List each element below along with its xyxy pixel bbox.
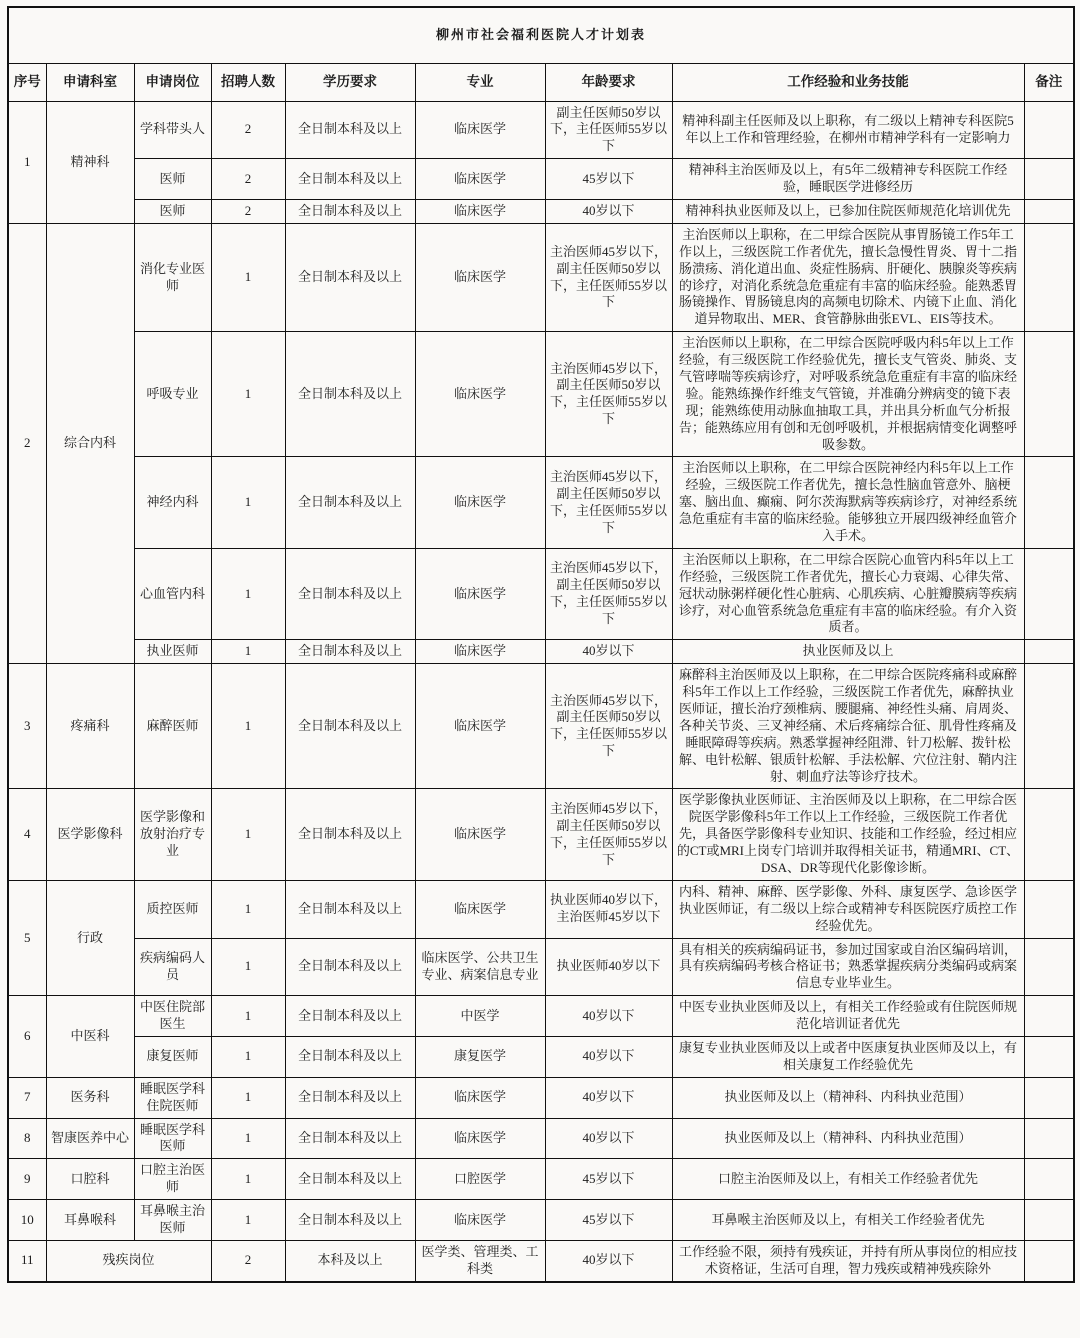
age-requirement-cell: 副主任医师50岁以下，主任医师55岁以下 bbox=[545, 101, 672, 159]
recruit-count-cell: 1 bbox=[211, 548, 285, 639]
education-cell: 全日制本科及以上 bbox=[285, 1159, 415, 1200]
note-cell bbox=[1024, 880, 1074, 938]
age-requirement-cell: 45岁以下 bbox=[545, 1159, 672, 1200]
experience-cell: 中医专业执业医师及以上，有相关工作经验或有住院医师规范化培训证者优先 bbox=[672, 996, 1024, 1037]
position-cell: 呼吸专业 bbox=[134, 332, 211, 457]
age-requirement-cell: 主治医师45岁以下，副主任医师50岁以下，主任医师55岁以下 bbox=[545, 548, 672, 639]
department-cell: 中医科 bbox=[46, 996, 134, 1078]
col-header-edu: 学历要求 bbox=[285, 63, 415, 101]
col-header-dept: 申请科室 bbox=[46, 63, 134, 101]
position-cell: 睡眠医学科医师 bbox=[134, 1118, 211, 1159]
note-cell bbox=[1024, 1159, 1074, 1200]
department-cell: 精神科 bbox=[46, 101, 134, 223]
col-header-exp: 工作经验和业务技能 bbox=[672, 63, 1024, 101]
experience-cell: 具有相关的疾病编码证书，参加过国家或自治区编码培训，具有疾病编码考核合格证书；熟悉掌握疾病分类编码或病案信息专业毕业生。 bbox=[672, 938, 1024, 996]
serial-number-cell: 8 bbox=[8, 1118, 46, 1159]
header-row bbox=[8, 63, 1074, 101]
age-requirement-cell: 45岁以下 bbox=[545, 1200, 672, 1241]
experience-cell: 康复专业执业医师及以上或者中医康复执业医师及以上，有相关康复工作经验优先 bbox=[672, 1037, 1024, 1078]
table-row bbox=[8, 789, 1074, 880]
recruit-count-cell: 2 bbox=[211, 159, 285, 200]
experience-cell: 主治医师以上职称，在二甲综合医院心血管内科5年以上工作经验，三级医院工作者优先，擅长心力衰竭、心律失常、冠状动脉粥样硬化性心脏病、心肌疾病、心脏瓣膜病等疾病诊疗，对心血管系统急危重症有丰富的临床经验。有介入资质者。 bbox=[672, 548, 1024, 639]
age-requirement-cell: 40岁以下 bbox=[545, 1240, 672, 1281]
education-cell: 全日制本科及以上 bbox=[285, 640, 415, 664]
table-row bbox=[8, 1077, 1074, 1118]
major-cell: 医学类、管理类、工科类 bbox=[415, 1240, 545, 1281]
education-cell: 本科及以上 bbox=[285, 1240, 415, 1281]
recruit-count-cell: 1 bbox=[211, 1077, 285, 1118]
table-row bbox=[8, 223, 1074, 331]
note-cell bbox=[1024, 1037, 1074, 1078]
recruit-count-cell: 2 bbox=[211, 199, 285, 223]
serial-number-cell: 10 bbox=[8, 1200, 46, 1241]
education-cell: 全日制本科及以上 bbox=[285, 223, 415, 331]
education-cell: 全日制本科及以上 bbox=[285, 1200, 415, 1241]
table-row bbox=[8, 664, 1074, 789]
col-header-count: 招聘人数 bbox=[211, 63, 285, 101]
experience-cell: 主治医师以上职称，在二甲综合医院呼吸内科5年以上工作经验，有三级医院工作经验优先，擅长支气管炎、肺炎、支气管哮喘等疾病诊疗，对呼吸系统急危重症有丰富的临床经验。能熟练操作纤维支气管镜，并准确分辨病变的镜下表现；能熟练使用动脉血抽取工具，并出具分析血气分析报告；能熟练应用有创和无创呼吸机，并根据病情变化调整呼吸参数。 bbox=[672, 332, 1024, 457]
education-cell: 全日制本科及以上 bbox=[285, 1037, 415, 1078]
age-requirement-cell: 主治医师45岁以下，副主任医师50岁以下，主任医师55岁以下 bbox=[545, 457, 672, 548]
major-cell: 临床医学 bbox=[415, 199, 545, 223]
experience-cell: 精神科执业医师及以上，已参加住院医师规范化培训优先 bbox=[672, 199, 1024, 223]
major-cell: 临床医学 bbox=[415, 548, 545, 639]
major-cell: 临床医学 bbox=[415, 1200, 545, 1241]
table-row bbox=[8, 159, 1074, 200]
serial-number-cell: 11 bbox=[8, 1240, 46, 1281]
note-cell bbox=[1024, 1200, 1074, 1241]
note-cell bbox=[1024, 938, 1074, 996]
serial-number-cell: 9 bbox=[8, 1159, 46, 1200]
age-requirement-cell: 40岁以下 bbox=[545, 199, 672, 223]
page-title: 柳州市社会福利医院人才计划表 bbox=[8, 7, 1074, 63]
recruit-count-cell: 2 bbox=[211, 1240, 285, 1281]
col-header-age: 年龄要求 bbox=[545, 63, 672, 101]
recruit-count-cell: 1 bbox=[211, 1200, 285, 1241]
recruit-count-cell: 1 bbox=[211, 938, 285, 996]
note-cell bbox=[1024, 996, 1074, 1037]
department-cell: 口腔科 bbox=[46, 1159, 134, 1200]
age-requirement-cell: 主治医师45岁以下，副主任医师50岁以下，主任医师55岁以下 bbox=[545, 223, 672, 331]
department-cell: 综合内科 bbox=[46, 223, 134, 663]
department-cell: 行政 bbox=[46, 880, 134, 995]
position-cell: 神经内科 bbox=[134, 457, 211, 548]
table-row bbox=[8, 332, 1074, 457]
education-cell: 全日制本科及以上 bbox=[285, 332, 415, 457]
major-cell: 临床医学 bbox=[415, 640, 545, 664]
recruit-count-cell: 1 bbox=[211, 1118, 285, 1159]
table-row bbox=[8, 1159, 1074, 1200]
experience-cell: 口腔主治医师及以上，有相关工作经验者优先 bbox=[672, 1159, 1024, 1200]
recruit-count-cell: 1 bbox=[211, 332, 285, 457]
serial-number-cell: 4 bbox=[8, 789, 46, 880]
education-cell: 全日制本科及以上 bbox=[285, 789, 415, 880]
position-cell: 口腔主治医师 bbox=[134, 1159, 211, 1200]
recruit-count-cell: 1 bbox=[211, 996, 285, 1037]
education-cell: 全日制本科及以上 bbox=[285, 159, 415, 200]
major-cell: 临床医学 bbox=[415, 880, 545, 938]
major-cell: 中医学 bbox=[415, 996, 545, 1037]
recruit-count-cell: 1 bbox=[211, 640, 285, 664]
recruit-count-cell: 1 bbox=[211, 1037, 285, 1078]
position-cell: 耳鼻喉主治医师 bbox=[134, 1200, 211, 1241]
recruit-count-cell: 1 bbox=[211, 457, 285, 548]
table-row bbox=[8, 1240, 1074, 1281]
experience-cell: 精神科副主任医师及以上职称，有二级以上精神专科医院5年以上工作和管理经验，在柳州市精神学科有一定影响力 bbox=[672, 101, 1024, 159]
recruit-count-cell: 1 bbox=[211, 880, 285, 938]
major-cell: 临床医学 bbox=[415, 1118, 545, 1159]
col-header-post: 申请岗位 bbox=[134, 63, 211, 101]
major-cell: 临床医学 bbox=[415, 159, 545, 200]
note-cell bbox=[1024, 199, 1074, 223]
education-cell: 全日制本科及以上 bbox=[285, 1118, 415, 1159]
department-cell: 智康医养中心 bbox=[46, 1118, 134, 1159]
major-cell: 临床医学 bbox=[415, 332, 545, 457]
table-row bbox=[8, 457, 1074, 548]
major-cell: 临床医学、公共卫生专业、病案信息专业 bbox=[415, 938, 545, 996]
note-cell bbox=[1024, 223, 1074, 331]
age-requirement-cell: 40岁以下 bbox=[545, 996, 672, 1037]
table-row bbox=[8, 199, 1074, 223]
department-cell: 医学影像科 bbox=[46, 789, 134, 880]
major-cell: 康复医学 bbox=[415, 1037, 545, 1078]
title-row bbox=[8, 7, 1074, 63]
experience-cell: 麻醉科主治医师及以上职称，在二甲综合医院疼痛科或麻醉科5年工作以上工作经验，三级医院工作者优先，麻醉执业医师证，擅长治疗颈椎病、腰腿痛、神经性头痛、肩周炎、各种关节炎、三叉神经痛、术后疼痛综合征、肌骨性疼痛及睡眠障碍等疾病。熟悉掌握神经阻滞、针刀松解、拨针松解、电针松解、银质针松解、手法松解、穴位注射、鞘内注射、刺血疗法等诊疗技术。 bbox=[672, 664, 1024, 789]
recruit-count-cell: 1 bbox=[211, 664, 285, 789]
education-cell: 全日制本科及以上 bbox=[285, 664, 415, 789]
position-cell: 心血管内科 bbox=[134, 548, 211, 639]
table-row bbox=[8, 880, 1074, 938]
note-cell bbox=[1024, 1118, 1074, 1159]
education-cell: 全日制本科及以上 bbox=[285, 938, 415, 996]
serial-number-cell: 1 bbox=[8, 101, 46, 223]
recruit-count-cell: 2 bbox=[211, 101, 285, 159]
age-requirement-cell: 40岁以下 bbox=[545, 1037, 672, 1078]
major-cell: 临床医学 bbox=[415, 664, 545, 789]
note-cell bbox=[1024, 332, 1074, 457]
age-requirement-cell: 执业医师40岁以下 bbox=[545, 938, 672, 996]
age-requirement-cell: 40岁以下 bbox=[545, 640, 672, 664]
note-cell bbox=[1024, 640, 1074, 664]
serial-number-cell: 2 bbox=[8, 223, 46, 663]
recruit-count-cell: 1 bbox=[211, 1159, 285, 1200]
major-cell: 临床医学 bbox=[415, 1077, 545, 1118]
department-cell: 疼痛科 bbox=[46, 664, 134, 789]
education-cell: 全日制本科及以上 bbox=[285, 1077, 415, 1118]
position-cell: 疾病编码人员 bbox=[134, 938, 211, 996]
table-body bbox=[8, 7, 1074, 1282]
major-cell: 临床医学 bbox=[415, 223, 545, 331]
col-header-no: 序号 bbox=[8, 63, 46, 101]
position-cell: 医师 bbox=[134, 199, 211, 223]
position-cell: 消化专业医师 bbox=[134, 223, 211, 331]
experience-cell: 耳鼻喉主治医师及以上，有相关工作经验者优先 bbox=[672, 1200, 1024, 1241]
serial-number-cell: 7 bbox=[8, 1077, 46, 1118]
table-row bbox=[8, 996, 1074, 1037]
note-cell bbox=[1024, 1077, 1074, 1118]
major-cell: 口腔医学 bbox=[415, 1159, 545, 1200]
experience-cell: 工作经验不限，须持有残疾证，并持有所从事岗位的相应技术资格证，生活可自理，智力残疾或精神残疾除外 bbox=[672, 1240, 1024, 1281]
age-requirement-cell: 执业医师40岁以下，主治医师45岁以下 bbox=[545, 880, 672, 938]
position-cell: 执业医师 bbox=[134, 640, 211, 664]
note-cell bbox=[1024, 101, 1074, 159]
serial-number-cell: 5 bbox=[8, 880, 46, 995]
note-cell bbox=[1024, 1240, 1074, 1281]
department-cell: 耳鼻喉科 bbox=[46, 1200, 134, 1241]
col-header-note: 备注 bbox=[1024, 63, 1074, 101]
table-row bbox=[8, 101, 1074, 159]
experience-cell: 执业医师及以上（精神科、内科执业范围） bbox=[672, 1118, 1024, 1159]
note-cell bbox=[1024, 159, 1074, 200]
table-row bbox=[8, 1118, 1074, 1159]
experience-cell: 内科、精神、麻醉、医学影像、外科、康复医学、急诊医学执业医师证，有二级以上综合或精神专科医院医疗质控工作经验优先。 bbox=[672, 880, 1024, 938]
department-cell: 残疾岗位 bbox=[46, 1240, 211, 1281]
age-requirement-cell: 主治医师45岁以下，副主任医师50岁以下，主任医师55岁以下 bbox=[545, 664, 672, 789]
education-cell: 全日制本科及以上 bbox=[285, 457, 415, 548]
col-header-major: 专业 bbox=[415, 63, 545, 101]
major-cell: 临床医学 bbox=[415, 101, 545, 159]
table-row bbox=[8, 1200, 1074, 1241]
position-cell: 中医住院部医生 bbox=[134, 996, 211, 1037]
serial-number-cell: 6 bbox=[8, 996, 46, 1078]
position-cell: 医学影像和放射治疗专业 bbox=[134, 789, 211, 880]
position-cell: 麻醉医师 bbox=[134, 664, 211, 789]
recruit-count-cell: 1 bbox=[211, 789, 285, 880]
position-cell: 睡眠医学科住院医师 bbox=[134, 1077, 211, 1118]
experience-cell: 主治医师以上职称，在二甲综合医院神经内科5年以上工作经验，三级医院工作者优先，擅长急性脑血管意外、脑梗塞、脑出血、癫痫、阿尔茨海默病等疾病诊疗，对神经系统急危重症有丰富的临床经验。能够独立开展四级神经血管介入手术。 bbox=[672, 457, 1024, 548]
age-requirement-cell: 40岁以下 bbox=[545, 1077, 672, 1118]
position-cell: 学科带头人 bbox=[134, 101, 211, 159]
note-cell bbox=[1024, 789, 1074, 880]
note-cell bbox=[1024, 664, 1074, 789]
education-cell: 全日制本科及以上 bbox=[285, 199, 415, 223]
position-cell: 康复医师 bbox=[134, 1037, 211, 1078]
age-requirement-cell: 主治医师45岁以下，副主任医师50岁以下，主任医师55岁以下 bbox=[545, 332, 672, 457]
age-requirement-cell: 45岁以下 bbox=[545, 159, 672, 200]
education-cell: 全日制本科及以上 bbox=[285, 548, 415, 639]
experience-cell: 执业医师及以上 bbox=[672, 640, 1024, 664]
note-cell bbox=[1024, 548, 1074, 639]
table-row bbox=[8, 548, 1074, 639]
experience-cell: 执业医师及以上（精神科、内科执业范围） bbox=[672, 1077, 1024, 1118]
table-row bbox=[8, 1037, 1074, 1078]
education-cell: 全日制本科及以上 bbox=[285, 101, 415, 159]
note-cell bbox=[1024, 457, 1074, 548]
experience-cell: 主治医师以上职称，在二甲综合医院从事胃肠镜工作5年工作以上，三级医院工作者优先，擅长急慢性胃炎、胃十二指肠溃疡、消化道出血、炎症性肠病、肝硬化、胰腺炎等疾病的诊疗，对消化系统急危重症有丰富的临床经验。能熟悉胃肠镜操作、胃肠镜息肉的高频电切除术、内镜下止血、消化道异物取出、MER、食管静脉曲张EVL、EIS等技术。 bbox=[672, 223, 1024, 331]
table-row bbox=[8, 640, 1074, 664]
experience-cell: 医学影像执业医师证、主治医师及以上职称，在二甲综合医院医学影像科5年工作以上工作经验，三级医院工作者优先，具备医学影像科专业知识、技能和工作经验，经过相应的CT或MRI上岗专门培训并取得相关证书，精通MRI、CT、DSA、DR等现代化影像诊断。 bbox=[672, 789, 1024, 880]
major-cell: 临床医学 bbox=[415, 457, 545, 548]
serial-number-cell: 3 bbox=[8, 664, 46, 789]
age-requirement-cell: 40岁以下 bbox=[545, 1118, 672, 1159]
department-cell: 医务科 bbox=[46, 1077, 134, 1118]
recruit-count-cell: 1 bbox=[211, 223, 285, 331]
major-cell: 临床医学 bbox=[415, 789, 545, 880]
table-row bbox=[8, 938, 1074, 996]
age-requirement-cell: 主治医师45岁以下，副主任医师50岁以下，主任医师55岁以下 bbox=[545, 789, 672, 880]
position-cell: 医师 bbox=[134, 159, 211, 200]
talent-plan-table bbox=[7, 6, 1075, 1283]
position-cell: 质控医师 bbox=[134, 880, 211, 938]
education-cell: 全日制本科及以上 bbox=[285, 996, 415, 1037]
experience-cell: 精神科主治医师及以上，有5年二级精神专科医院工作经验，睡眠医学进修经历 bbox=[672, 159, 1024, 200]
education-cell: 全日制本科及以上 bbox=[285, 880, 415, 938]
